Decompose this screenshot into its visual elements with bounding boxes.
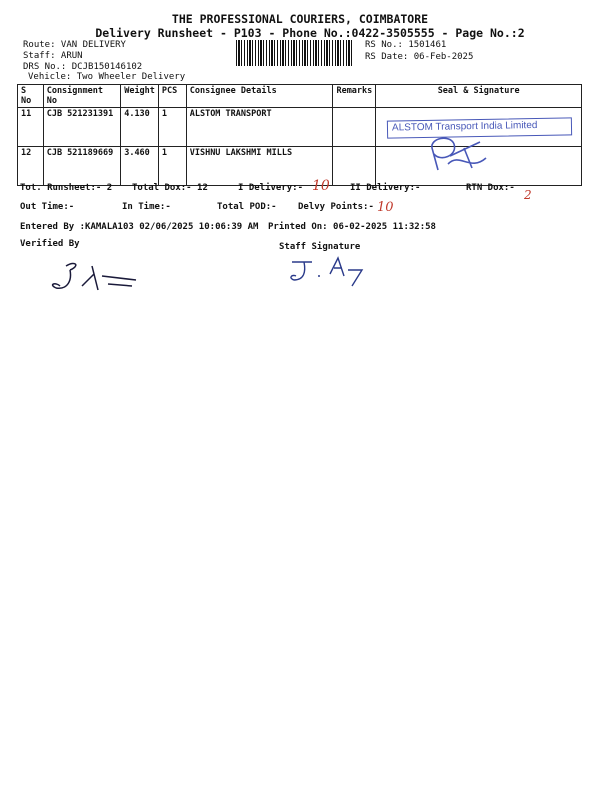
header-sno: S No [18,85,44,108]
ii-delivery-label: II Delivery:- [350,183,421,193]
header-seal: Seal & Signature [376,85,582,108]
cell-pcs: 1 [158,147,186,186]
staff-signature-label: Staff Signature [279,242,361,252]
consignee-signature [420,128,500,178]
header-pcs: PCS [158,85,186,108]
staff-signature [286,254,376,290]
verified-signature [46,256,146,298]
cell-remarks [333,147,376,186]
cell-consignment: CJB 521189669 [43,147,121,186]
route-field: Route: VAN DELIVERY [23,40,126,50]
total-pod-label: Total POD:- [217,202,277,212]
header-remarks: Remarks [333,85,376,108]
staff-field: Staff: ARUN [23,51,83,61]
header-consignee: Consignee Details [186,85,333,108]
rs-number-field: RS No.: 1501461 [365,40,447,50]
rtn-dox-handwritten: 2 [524,188,532,202]
cell-consignment: CJB 521231391 [43,108,121,147]
header-weight: Weight [121,85,159,108]
total-dox: Total Dox:- 12 [132,183,208,193]
verified-by-label: Verified By [20,239,80,249]
header-consignment: Consignment No [43,85,121,108]
tot-runsheet: Tot. Runsheet:- 2 [20,183,113,193]
drs-number-field: DRS No.: DCJB150146102 [23,62,143,72]
cell-sno: 11 [18,108,44,147]
printed-on: Printed On: 06-02-2025 11:32:58 [268,222,436,232]
stamp-text: ALSTOM Transport India Limited [391,119,538,134]
out-time-label: Out Time:- [20,202,75,212]
i-delivery-handwritten: 10 [312,178,330,194]
table-header-row [18,85,582,108]
delvy-points-label: Delvy Points:- [298,202,374,212]
cell-consignee: ALSTOM TRANSPORT [186,108,333,147]
cell-pcs: 1 [158,108,186,147]
cell-remarks [333,108,376,147]
delvy-points-handwritten: 10 [377,200,394,215]
rtn-dox-label: RTN Dox:- [466,183,515,193]
cell-weight: 4.130 [121,108,159,147]
cell-sno: 12 [18,147,44,186]
entered-by: Entered By :KAMALA103 02/06/2025 10:06:39 AM [20,222,259,232]
in-time-label: In Time:- [122,202,171,212]
runsheet-subtitle: Delivery Runsheet - P103 - Phone No.:0422-3505555 - Page No.:2 [95,26,525,40]
cell-weight: 3.460 [121,147,159,186]
rs-date-field: RS Date: 06-Feb-2025 [365,52,474,62]
i-delivery-label: I Delivery:- [238,183,304,193]
vehicle-field: Vehicle: Two Wheeler Delivery [28,72,186,82]
cell-consignee: VISHNU LAKSHMI MILLS [186,147,333,186]
company-title: THE PROFESSIONAL COURIERS, COIMBATORE [171,12,429,26]
barcode [236,40,354,66]
